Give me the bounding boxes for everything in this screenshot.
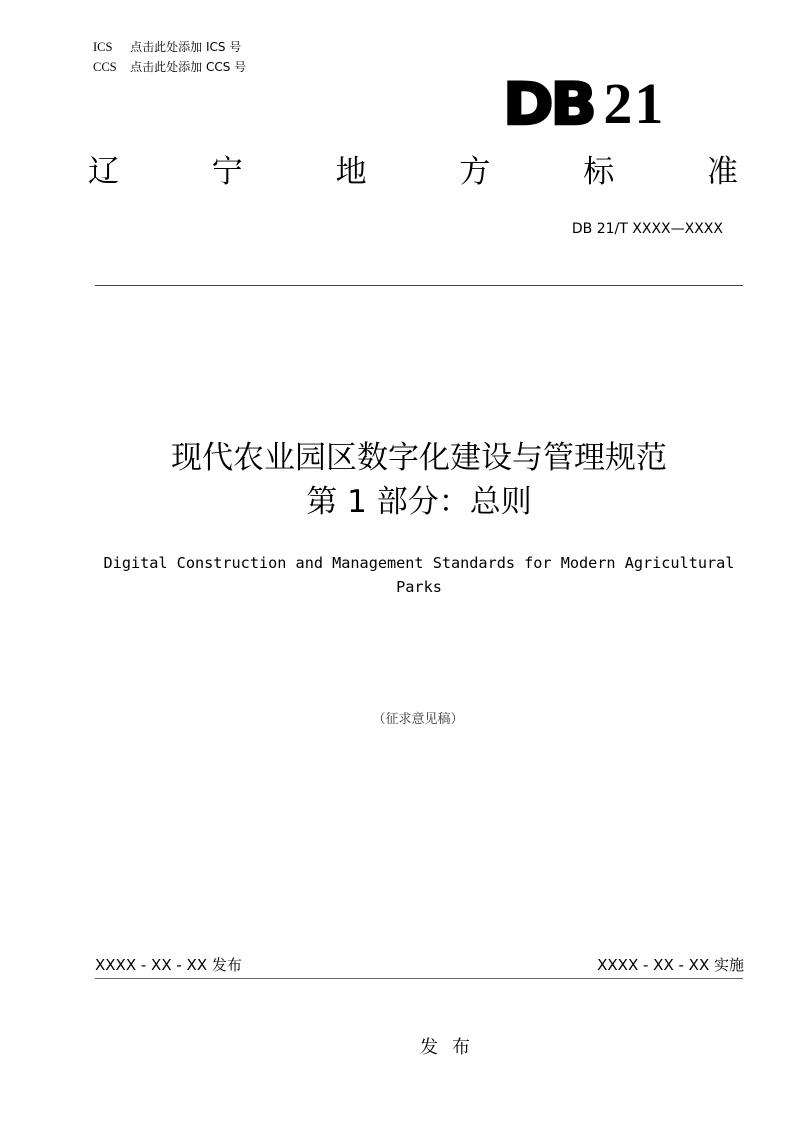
ics-number-line bbox=[93, 39, 241, 55]
ics-label: ICS bbox=[93, 40, 113, 54]
document-title: 现代农业园区数字化建设与管理规范 bbox=[171, 440, 667, 476]
ccs-number-line bbox=[93, 59, 246, 75]
ics-value-placeholder[interactable]: 点击此处添加 ICS 号 bbox=[130, 40, 242, 54]
english-title bbox=[92, 551, 746, 599]
english-title-line2: Parks bbox=[396, 578, 442, 596]
ccs-label: CCS bbox=[93, 60, 117, 74]
release-date: XXXX - XX - XX 发布 bbox=[95, 956, 242, 974]
draft-status: （征求意见稿） bbox=[372, 712, 464, 727]
standard-type-char: 地 bbox=[335, 154, 367, 190]
implementation-date: XXXX - XX - XX 实施 bbox=[597, 956, 744, 974]
standard-type-title bbox=[88, 152, 738, 192]
logo-db-prefix: DB bbox=[503, 70, 594, 138]
footer-divider bbox=[95, 978, 743, 980]
standard-type-char: 准 bbox=[706, 154, 738, 190]
standard-code: DB 21/T XXXX—XXXX bbox=[571, 221, 723, 237]
document-subtitle-part: 第 1 部分：总则 bbox=[306, 484, 532, 520]
english-title-line1: Digital Construction and Management Standards for Modern Agricultural bbox=[103, 554, 735, 572]
standard-type-char: 辽 bbox=[88, 154, 119, 190]
ccs-value-placeholder[interactable]: 点击此处添加 CCS 号 bbox=[130, 60, 247, 74]
publisher: 发布 bbox=[420, 1037, 484, 1058]
standard-type-char: 方 bbox=[459, 154, 491, 190]
header-divider bbox=[95, 285, 743, 287]
standard-type-char: 标 bbox=[583, 154, 615, 190]
db21-logo bbox=[503, 70, 666, 138]
standard-type-char: 宁 bbox=[211, 154, 243, 190]
logo-province-number: 21 bbox=[603, 71, 666, 136]
